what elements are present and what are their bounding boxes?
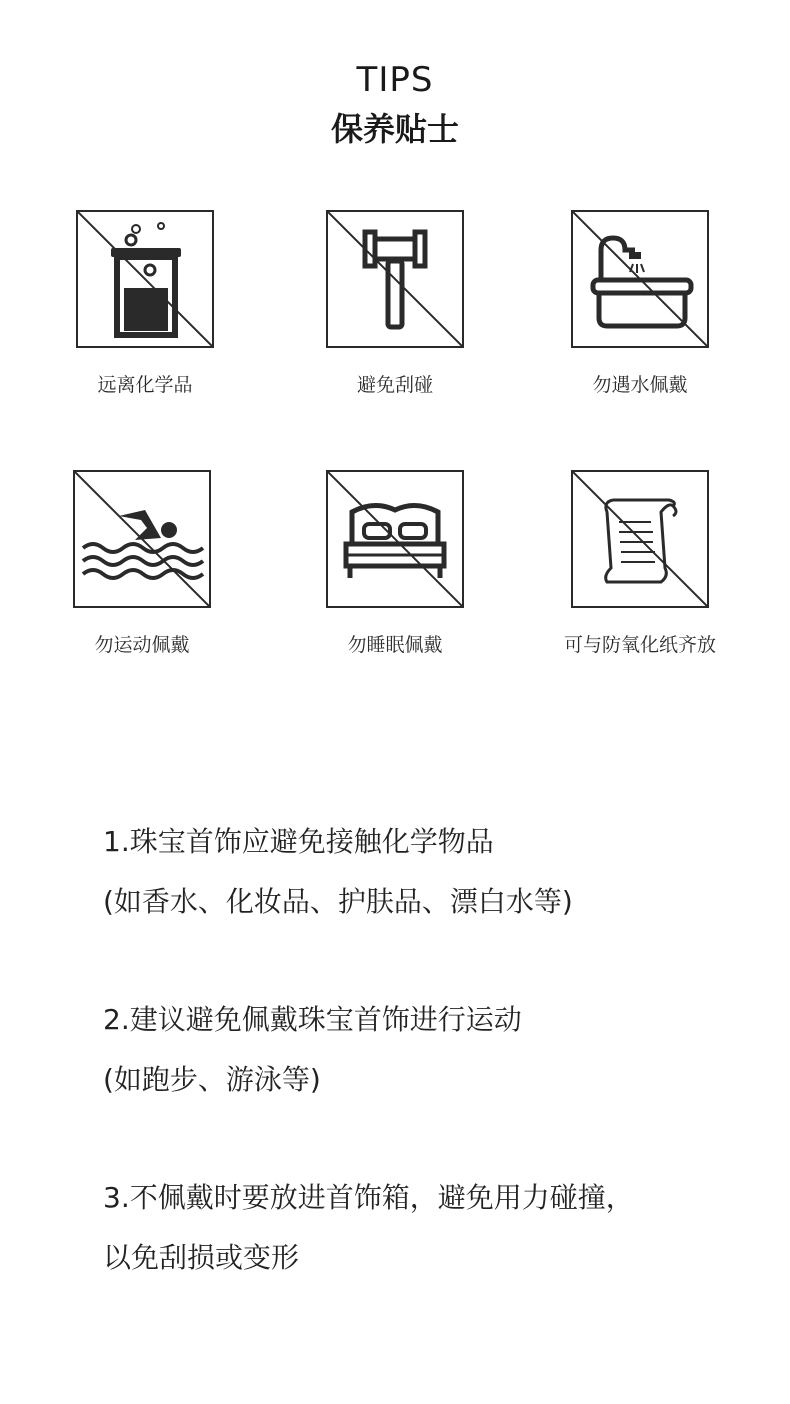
swimmer-icon: [73, 470, 211, 608]
hammer-icon: [326, 210, 464, 348]
chemical-beaker-icon: [76, 210, 214, 348]
care-item-water: [520, 210, 760, 410]
care-rules: [103, 812, 763, 1346]
rule-note: (如跑步、游泳等): [103, 1063, 321, 1096]
care-label: 勿遇水佩戴: [592, 374, 688, 396]
header: [0, 58, 790, 154]
rule-line: 1.珠宝首饰应避免接触化学物品: [103, 825, 494, 858]
rule-note: (如香水、化妆品、护肤品、漂白水等): [103, 885, 573, 918]
care-label: 避免刮碰: [356, 374, 433, 396]
tips-title-en: TIPS: [356, 60, 434, 100]
care-icons-grid: [0, 210, 790, 680]
care-item-chemicals: [25, 210, 265, 410]
rule-line: 2.建议避免佩戴珠宝首饰进行运动: [103, 1003, 522, 1036]
rule-item: [103, 990, 763, 1110]
care-item-paper: [520, 470, 760, 670]
rule-item: [103, 1168, 763, 1288]
rule-note: 以免刮损或变形: [103, 1241, 300, 1274]
care-item-scratch: [275, 210, 515, 410]
bathtub-icon: [571, 210, 709, 348]
care-label: 勿运动佩戴: [94, 634, 190, 656]
paper-scroll-icon: [571, 470, 709, 608]
rule-line: 3.不佩戴时要放进首饰箱，避免用力碰撞，: [103, 1181, 634, 1214]
care-label: 勿睡眠佩戴: [347, 634, 443, 656]
bed-icon: [326, 470, 464, 608]
rule-item: [103, 812, 763, 932]
care-label: 远离化学品: [97, 374, 193, 396]
care-item-sport: [22, 470, 262, 670]
care-item-sleep: [275, 470, 515, 670]
tips-title-zh: 保养贴士: [330, 110, 459, 148]
care-label: 可与防氧化纸齐放: [563, 634, 716, 656]
